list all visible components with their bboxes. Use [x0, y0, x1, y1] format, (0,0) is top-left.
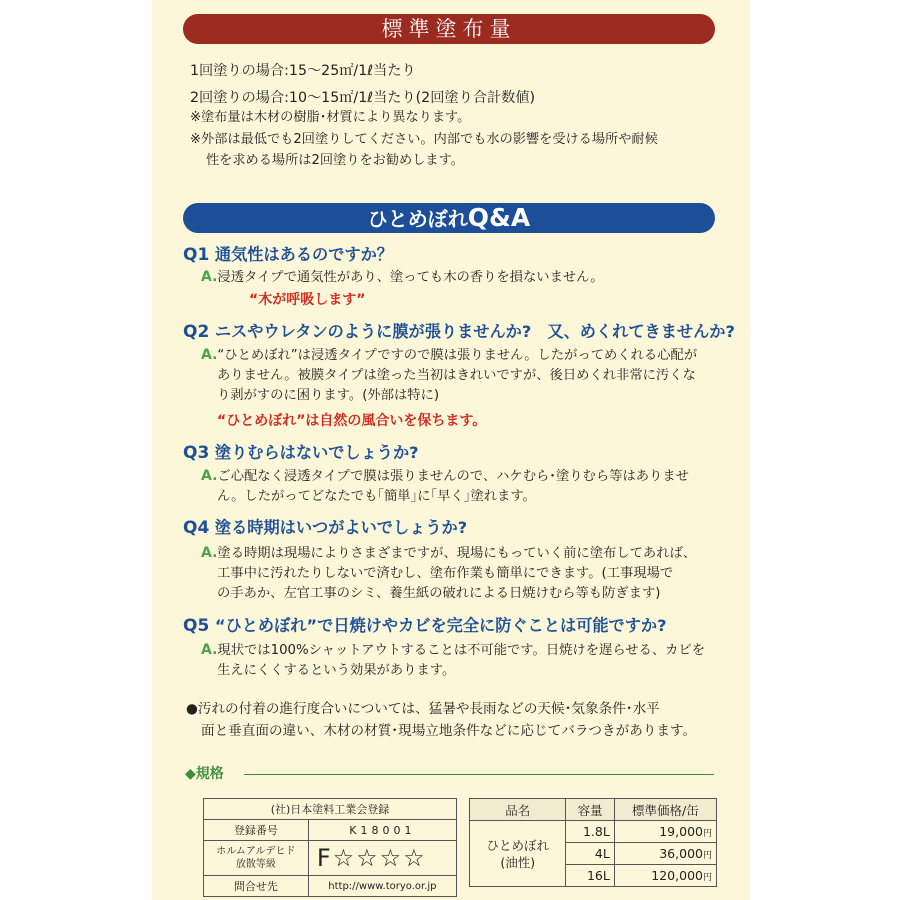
a2-line-2: ありません。被膜タイプは塗った当初はきれいですが、後日めくれ非常に汚くな [217, 368, 696, 383]
a1-line-1: 浸透タイプで通気性があり、塗っても木の香りを損ないません。 [217, 270, 604, 285]
price-header-volume: 容量 [566, 799, 614, 821]
price-cell [614, 821, 716, 843]
formaldehyde-row [204, 841, 457, 876]
answer-5 [201, 640, 705, 681]
price-value: 19,000 [659, 824, 703, 839]
q3-text: 塗りむらはないでしょうか? [214, 443, 419, 462]
price-header-product: 品名 [470, 799, 566, 821]
a4-line-3: の手あか、左官工事のシミ、養生紙の破れによる日焼けむら等も防ぎます) [217, 586, 661, 601]
weather-note-line-2: 面と垂直面の違い、木材の材質･現場立地条件などに応じてバラつきがあります。 [201, 723, 697, 739]
volume-cell: 4L [566, 843, 614, 865]
a2-line-3: り剥がすのに困ります。(外部は特に) [217, 388, 440, 403]
formaldehyde-label-line-1: ホルムアルデヒド [216, 846, 296, 857]
q4-label: Q4 [183, 518, 210, 538]
contact-label: 問合せ先 [204, 876, 309, 897]
formaldehyde-label [204, 841, 309, 876]
product-name: ひとめぼれ [486, 837, 549, 853]
a5-line-2: 生えにくくするという効果があります。 [217, 663, 456, 678]
qa-title-banner [183, 203, 715, 233]
registration-table [203, 798, 457, 897]
answer-1 [201, 267, 604, 288]
registration-number-label: 登録番号 [204, 820, 309, 841]
coverage-title: 標準塗布量 [381, 17, 517, 41]
contact-link[interactable]: http://www.toryo.or.jp [308, 876, 456, 897]
coverage-note-2-line-1: ※外部は最低でも2回塗りしてください。内部でも水の影響を受ける場所や耐候 [190, 132, 658, 147]
coverage-note-1: ※塗布量は木材の樹脂･材質により異なります。 [190, 110, 471, 125]
q4-text: 塗る時期はいつがよいでしょうか? [214, 518, 468, 537]
q2-text: ニスやウレタンのように膜が張りませんか? 又、めくれてきませんか? [214, 322, 735, 341]
qa-title-prefix: ひとめぼれ [367, 207, 468, 231]
formaldehyde-label-line-2: 放散等級 [235, 859, 276, 870]
price-value: 120,000 [651, 868, 703, 883]
q5-text: “ひとめぼれ”で日焼けやカビを完全に防ぐことは可能ですか? [214, 616, 667, 635]
price-header-row [470, 799, 717, 821]
product-name-cell [470, 821, 566, 887]
coverage-note-2-line-2: 性を求める場所は2回塗りをお勧めします。 [206, 153, 464, 168]
product-type: (油性) [500, 854, 536, 870]
volume-cell: 16L [566, 865, 614, 887]
spec-divider [244, 774, 714, 775]
a1-label: A. [201, 269, 218, 285]
q1-label: Q1 [183, 245, 210, 265]
a2-label: A. [201, 347, 218, 363]
question-4 [183, 517, 467, 539]
q1-text: 通気性はあるのですか？ [214, 245, 393, 264]
price-cell [614, 843, 716, 865]
weather-note-line-1: ●汚れの付着の進行度合いについては、猛暑や長雨などの天候･気象条件･水平 [186, 701, 660, 717]
a1-highlight: “木が呼吸します” [249, 292, 366, 308]
a3-label: A. [201, 468, 218, 484]
volume-cell: 1.8L [566, 821, 614, 843]
registration-number-value: K18001 [308, 820, 456, 841]
q5-label: Q5 [183, 616, 210, 636]
price-row [470, 821, 717, 843]
question-1 [183, 244, 393, 266]
a4-line-2: 工事中に汚れたりしないで済むし、塗布作業も簡単にできます。(工事現場で [217, 566, 674, 581]
price-value: 36,000 [659, 846, 703, 861]
qa-title-suffix: Q&A [467, 203, 531, 232]
a3-line-1: ご心配なく浸透タイプで膜は張りませんので、ハケむら･塗りむら等はありませ [217, 469, 689, 484]
a4-label: A. [201, 545, 218, 561]
coverage-title-banner [183, 14, 715, 44]
price-table [469, 798, 717, 887]
answer-2 [201, 345, 697, 406]
q2-label: Q2 [183, 322, 210, 342]
q3-label: Q3 [183, 443, 210, 463]
answer-3 [201, 466, 689, 507]
registration-header: (社)日本塗料工業会登録 [204, 799, 457, 820]
a2-highlight: “ひとめぼれ”は自然の風合いを保ちます。 [217, 413, 487, 429]
registration-header-row [204, 799, 457, 820]
answer-4 [201, 543, 696, 604]
a4-line-1: 塗る時期は現場によりさまざまですが、現場にもっていく前に塗布してあれば、 [217, 546, 697, 561]
contact-row [204, 876, 457, 897]
a3-line-2: ん。したがってどなたでも｢簡単｣に｢早く｣塗れます。 [217, 489, 536, 504]
yen-unit: 円 [702, 829, 712, 839]
price-cell [614, 865, 716, 887]
yen-unit: 円 [702, 851, 712, 861]
a5-label: A. [201, 642, 218, 658]
a5-line-1: 現状では100%シャットアウトすることは不可能です。日焼けを遅らせる、カビを [217, 643, 706, 658]
yen-unit: 円 [702, 873, 712, 883]
price-header-price: 標準価格/缶 [614, 799, 716, 821]
question-3 [183, 442, 419, 464]
question-5 [183, 615, 666, 637]
question-2 [183, 321, 735, 343]
coverage-one-coat: 1回塗りの場合:15～25㎡/1ℓ当たり [190, 63, 416, 79]
coverage-two-coat: 2回塗りの場合:10～15㎡/1ℓ当たり(2回塗り合計数値) [190, 90, 536, 106]
spec-title: ◆規格 [185, 766, 224, 782]
registration-number-row [204, 820, 457, 841]
formaldehyde-grade: F☆☆☆☆ [308, 841, 456, 876]
a2-line-1: “ひとめぼれ”は浸透タイプですので膜は張りません。したがってめくれる心配が [217, 348, 698, 363]
